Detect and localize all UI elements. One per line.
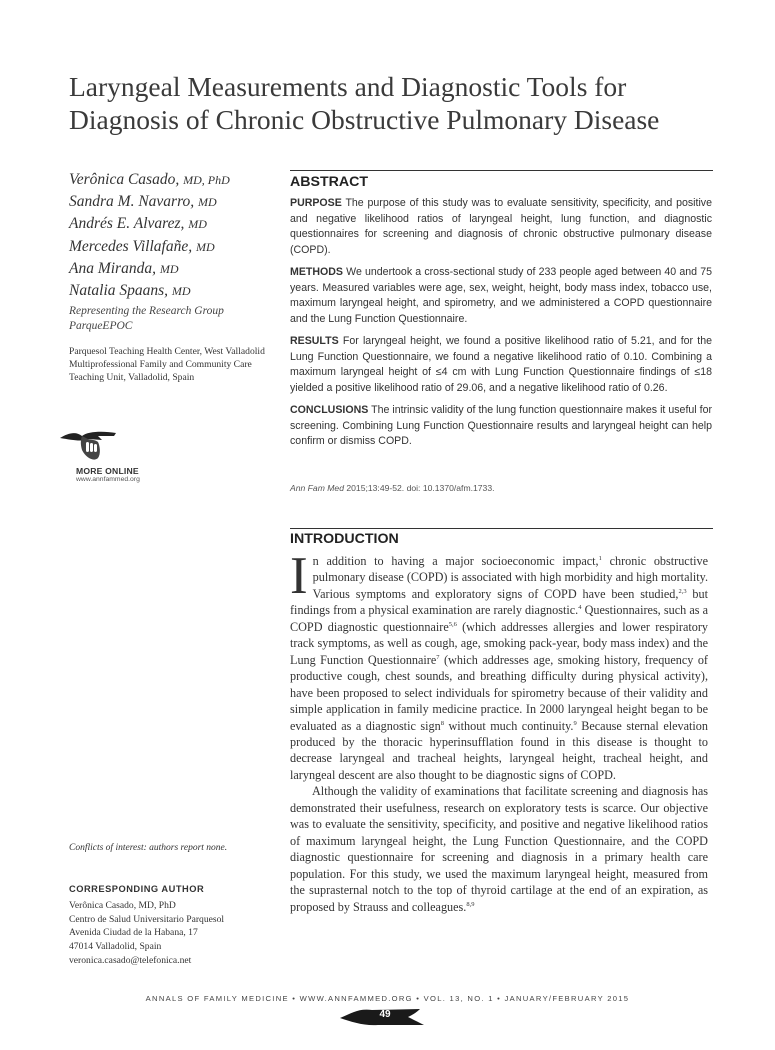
reference-marker: 7 <box>436 653 440 661</box>
author-entry <box>69 236 269 258</box>
purpose-text: The purpose of this study was to evaluate sensitivity, specificity, and positive and negative likelihood ratios of laryngeal height, lung function, and diagnostic questionnaires for screening and diagnosis of chronic obstructive pulmonary disease (COPD). <box>290 197 712 256</box>
conclusions-text: The intrinsic validity of the lung function questionnaire makes it useful for screening. Combining Lung Function Questionnaire results and laryngeal height can help confirm or dismiss COPD. <box>290 404 712 447</box>
author-entry <box>69 169 269 191</box>
author-entry <box>69 280 269 302</box>
corr-line: Centro de Salud Universitario Parquesol <box>69 913 225 925</box>
author-degrees: MD <box>171 284 191 299</box>
methods-text: We undertook a cross-sectional study of 233 people aged between 40 and 75 years. Measured variables were age, sex, weight, height, body mass index, tobacco use, maximum laryngeal height, and spirometry, and we administered a COPD questionnaire and the Lung Function Questionnaire. <box>290 266 712 325</box>
more-online-url[interactable]: www.annfammed.org <box>76 476 140 483</box>
corresponding-info <box>69 899 224 968</box>
intro-text: (which addresses allergies and lower respiratory track symptoms, as well as cough, age, smoking pack-year, body mass index) and the Lung Function Questionnaire <box>290 619 708 667</box>
corr-line: Verônica Casado, MD, PhD <box>69 900 176 911</box>
corr-line: Avenida Ciudad de la Habana, 17 <box>69 927 198 939</box>
author-name: Ana Miranda, <box>69 259 156 277</box>
author-name: Andrés E. Alvarez, <box>69 215 185 233</box>
intro-paragraph <box>290 783 708 915</box>
author-entry <box>69 191 269 213</box>
more-online-link[interactable] <box>58 428 178 483</box>
results-text: For laryngeal height, we found a positive likelihood ratio of 5.21, and for the Lung Function Questionnaire, we found a negative likelihood ratio of 0.10. Combining a maximum laryngeal height of ≤4 cm with Lung Function Questionnaire findings of ≤18 yielded a positive likelihood ratio of 29.06, and a negative likelihood ratio of 0.26. <box>290 335 712 394</box>
pointing-hand-icon <box>58 428 120 464</box>
abstract-results <box>290 334 712 396</box>
article-title: Laryngeal Measurements and Diagnostic Tools for Diagnosis of Chronic Obstructive Pulmonary Disease <box>69 71 660 135</box>
page-number: 49 <box>379 1009 391 1020</box>
abstract-body <box>290 196 712 457</box>
intro-text: (which addresses age, smoking history, frequency of productive cough, chest sounds, and breathing difficulty during physical activity), have been proposed to select individuals for spirometry because of their validity and simple application in family medicine practice. In 2000 laryngeal height began to be evaluated as a diagnostic sign <box>290 652 708 733</box>
intro-text: Although the validity of examinations that facilitate screening and diagnosis has demonstrated their usefulness, research on exploratory tests is scarce. Our objective was to evaluate the sensitivity, specificity, and positive and negative likelihood ratios of maximum laryngeal height, the Lung Function Questionnaire, and the COPD diagnostic questionnaire for screening and diagnosis in a primary health care population. For this study, we used the maximum laryngeal height, measured from the suprasternal notch to the top of thyroid cartilage at the end of an expiration, as proposed by Strauss and colleagues. <box>290 784 708 914</box>
abstract-conclusions <box>290 403 712 450</box>
citation-details: 2015;13:49-52. doi: 10.1370/afm.1733. <box>343 483 495 493</box>
intro-text: n addition to having a major socioeconomic impact, <box>312 554 599 568</box>
reference-marker: 9 <box>573 719 577 727</box>
author-name: Natalia Spaans, <box>69 282 169 300</box>
reference-marker: 8 <box>440 719 444 727</box>
introduction-body <box>290 547 709 915</box>
reference-marker: 2,3 <box>678 587 687 595</box>
methods-label: METHODS <box>290 266 343 278</box>
introduction-heading: INTRODUCTION <box>290 531 399 547</box>
intro-text: chronic obstructive pulmonary disease (COPD) is associated with high morbidity and high mortality. Various symptoms and exploratory signs of COPD have been studied, <box>312 554 708 601</box>
intro-paragraph <box>290 547 709 783</box>
author-entry <box>69 258 269 280</box>
author-degrees: MD, PhD <box>183 173 230 187</box>
author-degrees: MD <box>159 261 179 276</box>
results-label: RESULTS <box>290 335 339 347</box>
abstract-methods <box>290 265 712 327</box>
corr-email[interactable]: veronica.casado@telefonica.net <box>69 954 192 966</box>
author-degrees: MD <box>195 239 215 254</box>
abstract-purpose <box>290 196 712 258</box>
purpose-label: PURPOSE <box>290 197 342 209</box>
more-online-label[interactable]: MORE ONLINE <box>76 466 139 476</box>
reference-marker: 4 <box>578 604 582 612</box>
introduction-rule <box>290 528 713 529</box>
author-list <box>69 169 269 334</box>
affiliation: Parquesol Teaching Health Center, West Valladolid Multiprofessional Family and Community Care Teaching Unit, Valladolid, Spain <box>69 346 265 383</box>
reference-marker: 1 <box>598 555 602 562</box>
intro-text: but findings from a physical examination are rarely diagnostic. <box>290 586 709 618</box>
author-degrees: MD <box>198 195 217 210</box>
reference-marker: 5,6 <box>448 620 457 628</box>
conclusions-label: CONCLUSIONS <box>290 404 369 416</box>
citation-journal: Ann Fam Med <box>290 483 344 493</box>
journal-footer: ANNALS OF FAMILY MEDICINE • WWW.ANNFAMMED.ORG • VOL. 13, NO. 1 • JANUARY/FEBRUARY 2015 <box>145 994 630 1003</box>
corresponding-heading: CORRESPONDING AUTHOR <box>69 884 205 894</box>
corr-line: 47014 Valladolid, Spain <box>69 941 162 953</box>
author-name: Mercedes Villafañe, <box>69 237 193 255</box>
author-name: Verônica Casado, <box>69 171 180 188</box>
drop-cap: I <box>290 547 308 605</box>
reference-marker: 8,9 <box>466 900 475 908</box>
abstract-heading: ABSTRACT <box>290 174 369 190</box>
citation <box>290 483 495 493</box>
intro-text: Questionnaires, such as a COPD diagnostic questionnaire <box>290 603 708 634</box>
intro-text: Because sternal elevation produced by the thoracic hyperinsufflation found in this disease is thought to decrease laryngeal and tracheal heights, laryngeal height, tracheal height, and laryngeal descent are also thought to be diagnostic signs of COPD. <box>290 718 708 782</box>
author-degrees: MD <box>188 217 207 232</box>
conflicts-note: Conflicts of interest: authors report none. <box>69 843 228 853</box>
abstract-rule <box>290 170 713 171</box>
author-entry <box>69 213 269 235</box>
author-name: Sandra M. Navarro, <box>69 193 195 211</box>
intro-text: without much continuity. <box>443 718 574 733</box>
research-group: Representing the Research Group ParqueEPOC <box>69 305 224 333</box>
